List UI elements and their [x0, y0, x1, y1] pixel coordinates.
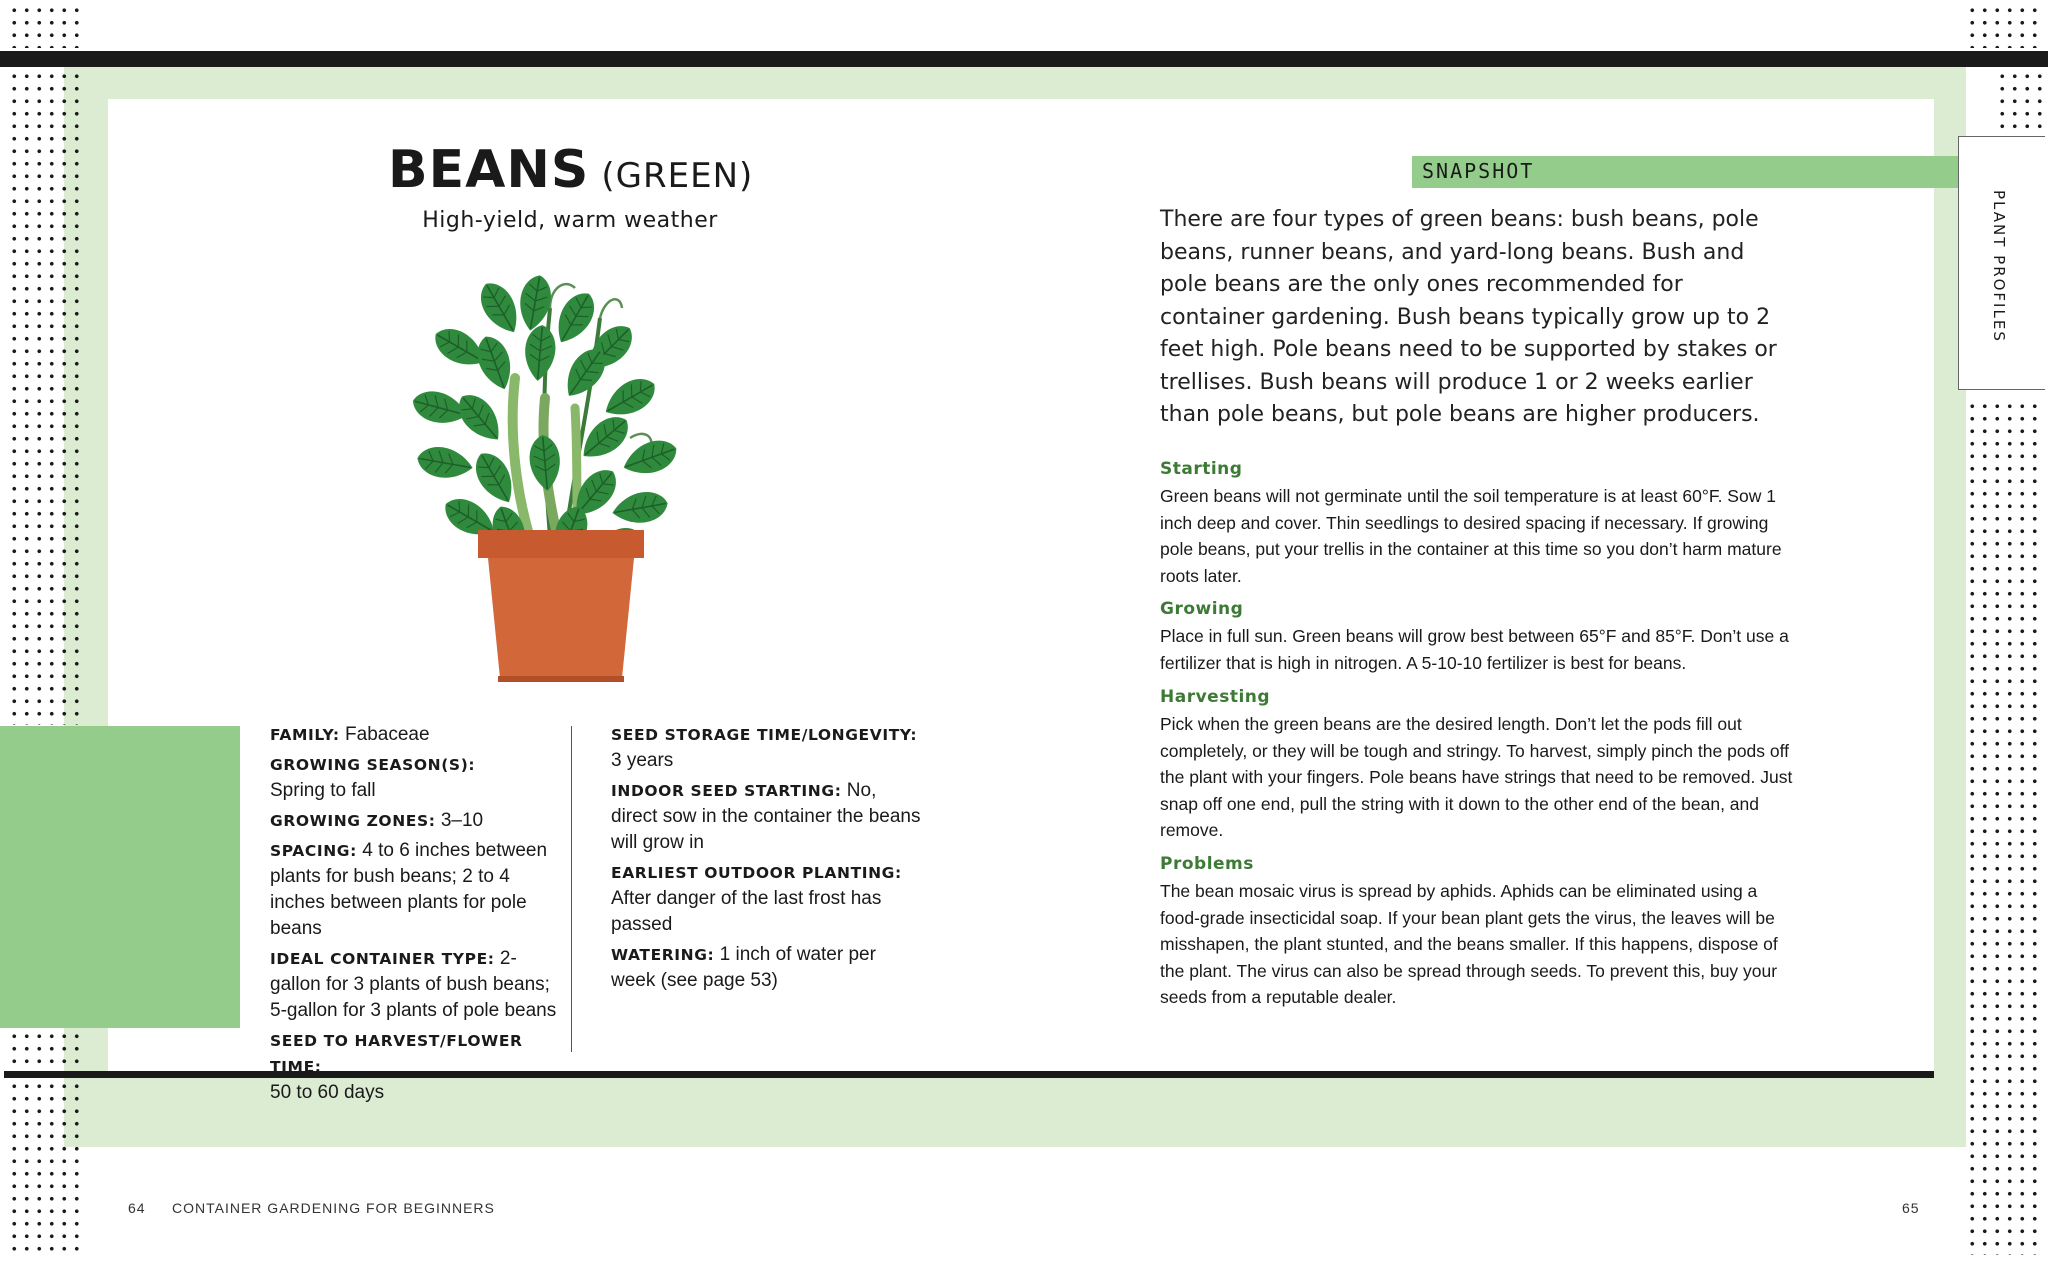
page-number-right: 65: [1902, 1200, 1920, 1216]
fact-earliest-outdoor-planting: EARLIEST OUTDOOR PLANTING: After danger of the last frost has passed: [611, 864, 902, 935]
fact-growing-zones: GROWING ZONES: 3–10: [270, 810, 484, 831]
section-heading-harvesting: Harvesting: [1160, 687, 1271, 707]
fact-seed-storage: SEED STORAGE TIME/LONGEVITY: 3 years: [611, 726, 918, 771]
fact-family: FAMILY: Fabaceae: [270, 724, 430, 745]
dot-pattern-right-lower: [1966, 400, 2044, 1255]
dot-pattern-top-right: [1966, 4, 2044, 48]
section-heading-problems: Problems: [1160, 854, 1254, 874]
facts-divider: [571, 726, 572, 1052]
dot-pattern-top-left: [8, 4, 80, 48]
section-heading-growing: Growing: [1160, 599, 1244, 619]
plant-title-sub: (GREEN): [601, 156, 754, 196]
fact-ideal-container-type: IDEAL CONTAINER TYPE: 2-gallon for 3 plants of bush beans; 5-gallon for 3 plants of pole beans: [270, 948, 557, 1021]
fact-indoor-seed-starting: INDOOR SEED STARTING: No, direct sow in the container the beans will grow in: [611, 780, 921, 853]
book-title-footer: CONTAINER GARDENING FOR BEGINNERS: [172, 1200, 495, 1216]
dot-pattern-left-lower: [8, 1030, 80, 1255]
fact-watering: WATERING: 1 inch of water per week (see page 53): [611, 944, 876, 991]
section-body-growing: Place in full sun. Green beans will grow best between 65°F and 85°F. Don’t use a fertilizer that is high in nitrogen. A 5-10-10 fertilizer is best for beans.: [1160, 626, 1789, 673]
dot-pattern-left-upper: [8, 70, 80, 725]
plant-facts-left: [270, 722, 560, 1110]
page-number-left: 64: [128, 1200, 146, 1216]
potted-bean-plant-illustration: [400, 248, 720, 688]
fact-seed-to-harvest: SEED TO HARVEST/FLOWER TIME: 50 to 60 days: [270, 1032, 523, 1103]
snapshot-intro: There are four types of green beans: bush beans, pole beans, runner beans, and yard-long beans. Bush and pole beans are the only ones recommended for container gardening. Bush beans typically grow up to 2 feet high. Pole beans need to be supported by stakes or trellises. Bush beans will produce 1 or 2 weeks earlier than pole beans, but pole beans are higher producers.: [1160, 207, 1777, 427]
snapshot-label: SNAPSHOT: [1422, 159, 1535, 183]
section-body-problems: The bean mosaic virus is spread by aphids. Aphids can be eliminated using a food-grade insecticidal soap. If your bean plant gets the virus, the leaves will be misshapen, the plant stunted, and the beans smaller. If this happens, dispose of the plant. The virus can also be spread through seeds. To prevent this, buy your seeds from a reputable dealer.: [1160, 881, 1778, 1007]
plant-profiles-tab-label: PLANT PROFILES: [1990, 190, 2008, 343]
green-accent-block: [0, 726, 240, 1028]
section-body-starting: Green beans will not germinate until the soil temperature is at least 60°F. Sow 1 inch deep and cover. Thin seedlings to desired spacing if necessary. If growing pole beans, put your trellis in the container at this time so you don’t harm mature roots later.: [1160, 486, 1782, 586]
fact-growing-seasons: GROWING SEASON(S): Spring to fall: [270, 756, 476, 801]
fact-spacing: SPACING: 4 to 6 inches between plants for bush beans; 2 to 4 inches between plants for pole beans: [270, 840, 548, 939]
plant-title-main: BEANS: [388, 140, 590, 200]
section-heading-starting: Starting: [1160, 459, 1243, 479]
plant-facts-right: [611, 722, 921, 998]
top-black-bar: [0, 51, 2048, 67]
dot-pattern-right-upper: [1996, 70, 2044, 136]
plant-subtitle: High-yield, warm weather: [422, 208, 718, 233]
section-body-harvesting: Pick when the green beans are the desired length. Don’t let the pods fill out completely, or they will be tough and stringy. To harvest, simply pinch the pods off the plant with your fingers. Pole beans have strings that need to be removed. Just snap off one end, pull the string with it down to the other end of the bean, and remove.: [1160, 714, 1793, 840]
plant-title: [388, 140, 888, 200]
